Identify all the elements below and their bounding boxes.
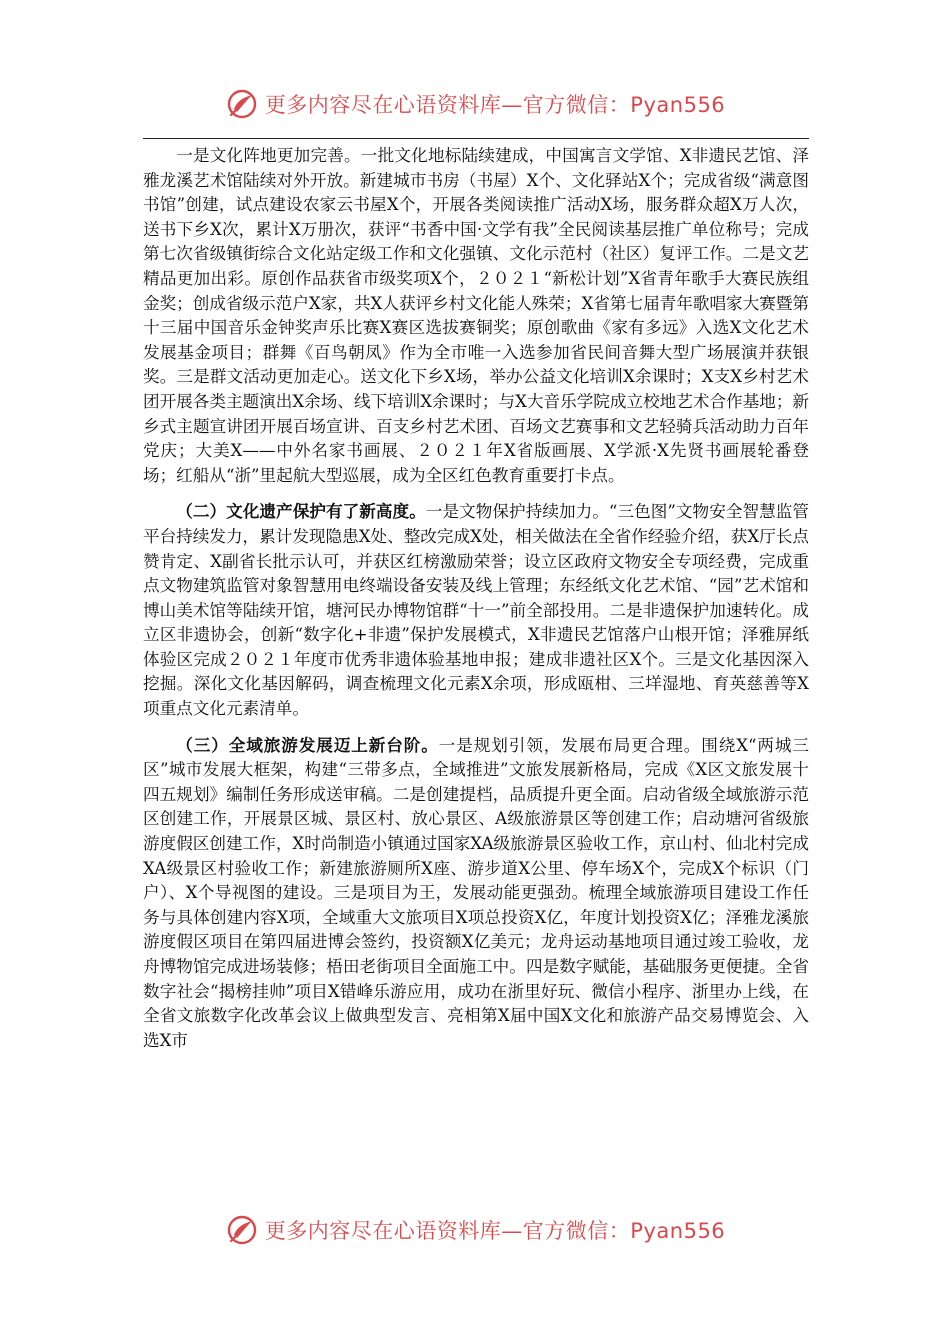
document-body [143, 144, 809, 1053]
paragraph-body: 一是规划引领，发展布局更合理。围绕X“两城三区”城市发展大框架，构建“三带多点，全域推进”文旅发展新格局，完成《X区文旅发展十四五规划》编制任务形成送审稿。二是创建提档，品质提升更全面。启动省级全域旅游示范区创建工作，开展景区城、景区村、放心景区、A级旅游景区等创建工作；启动塘河省级旅游度假区创建工作，X时尚制造小镇通过国家XA级旅游景区验收工作，京山村、仙北村完成XA级景区村验收工作；新建旅游厕所X座、游步道X公里、停车场X个，完成X个标识（门户）、X个导视图的建设。三是项目为王，发展动能更强劲。梳理全域旅游项目建设工作任务与具体创建内容X项，全域重大文旅项目X项总投资X亿，年度计划投资X亿；泽雅龙溪旅游度假区项目在第四届进博会签约，投资额X亿美元；龙舟运动基地项目通过竣工验收，龙舟博物馆完成进场装修；梧田老街项目全面施工中。四是数字赋能，基础服务更便捷。全省数字社会“揭榜挂帅”项目X错峰乐游应用，成功在浙里好玩、微信小程序、浙里办上线，在全省文旅数字化改革会议上做典型发言、亮相第X届中国X文化和旅游产品交易博览会、入选X市 [143, 735, 810, 1050]
header-watermark [0, 84, 950, 124]
watermark-text: 更多内容尽在心语资料库—官方微信：Pyan556 [264, 1219, 726, 1243]
header-divider [143, 138, 809, 139]
paragraph-heritage-protection [143, 500, 809, 721]
brand-logo-icon [225, 1213, 259, 1247]
paragraph-body: 一是文物保护持续加力。“三色图”文物安全智慧监管平台持续发力，累计发现隐患X处、整改完成X处，相关做法在全省作经验介绍，获X厅长点赞肯定、X副省长批示认可，并获区红榜激励荣誉；设立区政府文物安全专项经费，完成重点文物建筑监管对象智慧用电终端设备安装及线上管理；东经纸文化艺术馆、“园”艺术馆和博山美术馆等陆续开馆，塘河民办博物馆群“十一”前全部投用。二是非遗保护加速转化。成立区非遗协会，创新“数字化+非遗”保护发展模式，X非遗民艺馆落户山根开馆；泽雅屏纸体验区完成２０２１年度市优秀非遗体验基地申报；建成非遗社区X个。三是文化基因深入挖掘。深化文化基因解码，调查梳理文化元素X余项，形成瓯柑、三垟湿地、育英慈善等X项重点文化元素清单。 [143, 502, 810, 719]
brand-logo-icon [225, 87, 259, 121]
paragraph-culture-achievements [143, 144, 809, 488]
paragraph-body: 一是文化阵地更加完善。一批文化地标陆续建成，中国寓言文学馆、X非遗民艺馆、泽雅龙溪艺术馆陆续对外开放。新建城市书房（书屋）X个、文化驿站X个；完成省级“满意图书馆”创建，试点建设农家云书屋X个，开展各类阅读推广活动X场，服务群众超X万人次，送书下乡X次，累计X万册次，获评“书香中国·文学有我”全民阅读基层推广单位称号；完成第七次省级镇街综合文化站定级工作和文化强镇、文化示范村（社区）复评工作。二是文艺精品更加出彩。原创作品获省市级奖项X个，２０２１“新松计划”X省青年歌手大赛民族组金奖；创成省级示范户X家，共X人获评乡村文化能人殊荣；X省第七届青年歌唱家大赛暨第十三届中国音乐金钟奖声乐比赛X赛区选拔赛铜奖；原创歌曲《家有多远》入选X文化艺术发展基金项目；群舞《百鸟朝凤》作为全市唯一入选参加省民间音舞大型广场展演并获银奖。三是群文活动更加走心。送文化下乡X场，举办公益文化培训X余课时；X支X乡村艺术团开展各类主题演出X余场、线下培训X余课时；与X大音乐学院成立校地艺术合作基地；新乡式主题宣讲团开展百场宣讲、百支乡村艺术团、百场文艺赛事和文艺轻骑兵活动助力百年党庆；大美X——中外名家书画展、２０２１年X省版画展、X学派·X先贤书画展轮番登场；红船从“浙”里起航大型巡展，成为全区红色教育重要打卡点。 [143, 146, 810, 485]
paragraph-tourism-development [143, 734, 809, 1054]
section-heading: （三）全域旅游发展迈上新台阶。 [176, 735, 439, 755]
watermark-text: 更多内容尽在心语资料库—官方微信：Pyan556 [264, 93, 726, 117]
footer-watermark [0, 1210, 950, 1250]
section-heading: （二）文化遗产保护有了新高度。 [176, 502, 426, 522]
